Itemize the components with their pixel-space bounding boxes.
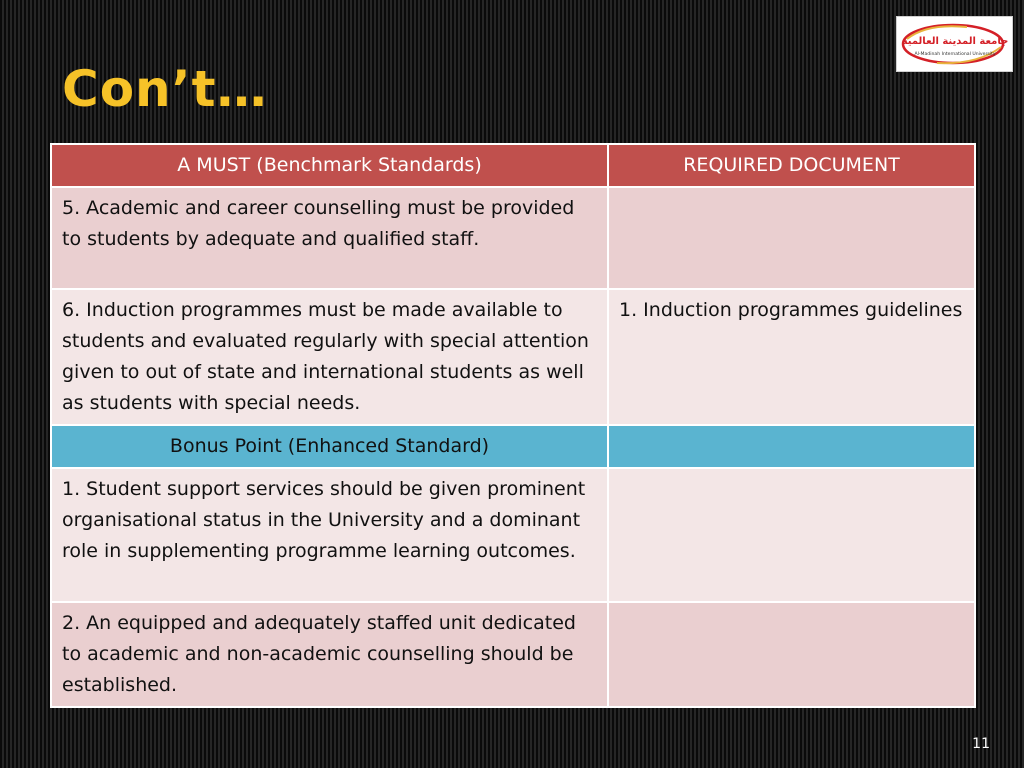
table-row bbox=[51, 602, 975, 707]
header-benchmark-standards: A MUST (Benchmark Standards) bbox=[51, 144, 608, 187]
document-cell: 1. Induction programmes guidelines bbox=[608, 289, 975, 425]
standard-cell: 5. Academic and career counselling must be provided to students by adequate and qualified staff. bbox=[51, 187, 608, 289]
header-required-document: REQUIRED DOCUMENT bbox=[608, 144, 975, 187]
bonus-header-row bbox=[51, 425, 975, 468]
document-cell bbox=[608, 468, 975, 602]
table-row bbox=[51, 289, 975, 425]
slide-number: 11 bbox=[972, 736, 990, 752]
slide-title: Con’t… bbox=[62, 60, 268, 118]
standard-cell: 2. An equipped and adequately staffed unit dedicated to academic and non-academic counselling should be established. bbox=[51, 602, 608, 707]
university-logo bbox=[896, 16, 1013, 72]
logo-arabic-text: جامعة المدينة العالمية bbox=[901, 36, 1009, 47]
document-cell bbox=[608, 602, 975, 707]
document-cell bbox=[608, 187, 975, 289]
university-logo-graphic bbox=[897, 17, 1012, 71]
table-row bbox=[51, 187, 975, 289]
table-header-row bbox=[51, 144, 975, 187]
standard-cell: 6. Induction programmes must be made available to students and evaluated regularly with special attention given to out of state and international students as well as students with special needs. bbox=[51, 289, 608, 425]
standards-table bbox=[50, 143, 976, 708]
bonus-point-label: Bonus Point (Enhanced Standard) bbox=[51, 425, 608, 468]
bonus-document-cell bbox=[608, 425, 975, 468]
standard-cell: 1. Student support services should be given prominent organisational status in the University and a dominant role in supplementing programme learning outcomes. bbox=[51, 468, 608, 602]
logo-english-text: Al-Madinah International University bbox=[914, 52, 996, 57]
table-row bbox=[51, 468, 975, 602]
